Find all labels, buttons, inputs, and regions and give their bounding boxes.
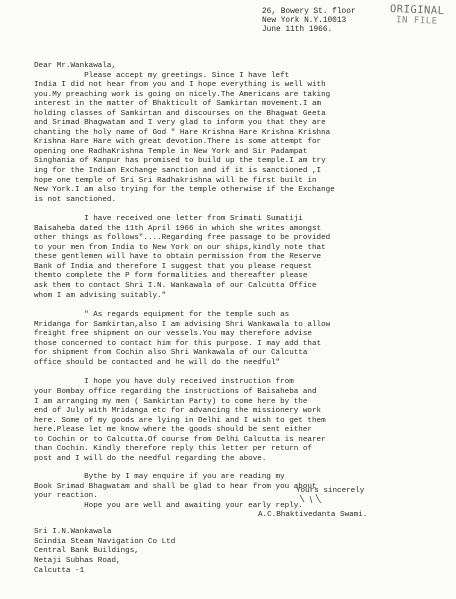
paragraph-line: these gentlemen will have to obtain permission from the Reserve (34, 253, 322, 262)
paragraph-line: to Cochin or to Calcutta.Of course from Delhi Calcutta is nearer (34, 435, 326, 444)
paragraph-line: Bank of India and therefore I suggest that you please request (34, 262, 312, 271)
paragraph-line: office should be contacted and he will do the needful" (34, 358, 281, 367)
paragraph-line: your reaction. (34, 492, 98, 501)
paragraph-line: interest in the matter of Bhakticult of Samkirtan movement.I am (34, 100, 322, 109)
recipient-line-2: Scindia Steam Navigation Co Ltd (34, 537, 176, 546)
paragraph-line: ask them to contact Shri I.N. Wankawala of our Calcutta Office (34, 282, 317, 291)
paragraph-1 (34, 72, 444, 206)
paragraph-line: opening one RadhaKrishna Temple in New York and Sir Padampat (34, 147, 308, 156)
paragraph-line: to your men from India to New York on our ships,kindly note that (34, 243, 326, 252)
stamp-line-1: ORIGINAL (389, 3, 445, 17)
recipient-line-1: Sri I.N.Wankawala (34, 528, 112, 536)
paragraph-line: you.My preaching work is going on nicely.The Americans are taking (34, 90, 331, 99)
paragraph-line: your Bombay office regarding the instructions of Baisaheba and (34, 387, 317, 396)
paragraph-3 (34, 311, 444, 368)
paragraph-line: is not sanctioned. (34, 195, 117, 204)
salutation: Dear Mr.Wankawala, (34, 62, 117, 70)
address-line-2: New York N.Y.10013 (262, 17, 347, 25)
paragraph-line: Hope you are well and awaiting your early reply. (34, 501, 303, 510)
paragraph-line: other things as follows"....Regarding free passage to be provided (34, 234, 331, 243)
paragraph-line: I have received one letter from Srimati Sumatiji (34, 215, 303, 224)
paragraph-2 (34, 215, 444, 301)
paragraph-line: hope one temple of Sri Sri Radhakrishna will be first built in (34, 176, 317, 185)
paragraph-line: Book Srimad Bhagwatam and shall be glad to hear from you about (34, 482, 317, 491)
recipient-line-3: Central Bank Buildings, (34, 547, 139, 556)
paragraph-line: New York.I am also trying for the temple otherwise if the Exchange (34, 186, 335, 195)
paragraph-4 (34, 378, 444, 464)
recipient-line-4: Netaji Subhas Road, (34, 557, 121, 566)
address-line-1: 26, Bowery St. floor (262, 8, 356, 16)
signature-mark-icon (296, 492, 326, 506)
paragraph-line: here.Please let me know where the goods should be sent either (34, 426, 312, 435)
stamp-line-2: IN FILE (395, 15, 438, 27)
paragraph-line: Singhania of Kanpur has promised to build up the temple.I am try (34, 157, 326, 166)
paragraph-line: I am arranging my men ( Samkirtan Party) to come here by the (34, 397, 308, 406)
paragraph-line: " As regards equipment for the temple such as (34, 311, 290, 320)
paragraph-line: I hope you have duly received instruction from (34, 378, 294, 387)
address-line-3: June 11th 1966. (262, 26, 333, 34)
paragraph-line: themto complete the P form formalities and thereafter please (34, 272, 308, 281)
paragraph-line: holding classes of Samkirtan and discourses on the Bhagwat Geeta (34, 109, 326, 118)
recipient-address (34, 528, 175, 577)
paragraph-line: ing for the Indian Exchange sanction and if it is sanctioned ,I (34, 167, 322, 176)
paragraph-line: those concerned to contact him for this purpose. I may add that (34, 339, 322, 348)
paragraph-line: freight free shipment on our vessels.You may therefore advise (34, 330, 312, 339)
yours-sincerely: Yours sincerely (296, 487, 365, 495)
paragraph-line: Krishna Hare Hare with great devotion.There is some attempt for (34, 138, 322, 147)
letter-body (34, 62, 444, 512)
paragraph-line: whom I am advising suitably." (34, 291, 167, 300)
paragraph-line: chanting the holy name of God " Hare Krishna Hare Krishna Krishna (34, 128, 331, 137)
paragraph-line: Please accept my greetings. Since I have left (34, 71, 290, 80)
paragraph-line: India I did not hear from you and I hope everything is well with (34, 81, 326, 90)
paragraph-line: Mridanga for Samkirtan,also I am advising Shri Wankawala to allow (34, 320, 331, 329)
original-in-file-stamp (388, 4, 447, 28)
paragraph-line: than Cochin. Kindly therefore reply this letter per return of (34, 445, 312, 454)
recipient-line-5: Calcutta -1 (34, 566, 85, 575)
paragraph-line: for shipment from Cochin also Shri Wankawala of our Calcutta (34, 349, 308, 358)
paragraph-line: end of July with Mridanga etc for advancing the missionery work (34, 407, 322, 416)
paragraph-line: and Srimad Bhagwatam and I very glad to inform you that they are (34, 119, 326, 128)
sender-name: A.C.Bhaktivedanta Swami. (258, 511, 368, 519)
paragraph-line: here. Some of my goods are lying in Delhi and I wish to get them (34, 416, 326, 425)
paragraph-line: post and I will do the needful regarding the above. (34, 454, 267, 463)
paragraph-5 (34, 473, 444, 511)
paragraph-line: Baisaheba dated the 11th April 1966 in which she writes amongst (34, 224, 322, 233)
sender-address (262, 8, 356, 35)
paragraph-line: Bythe by I may enquire if you are reading my (34, 473, 285, 482)
